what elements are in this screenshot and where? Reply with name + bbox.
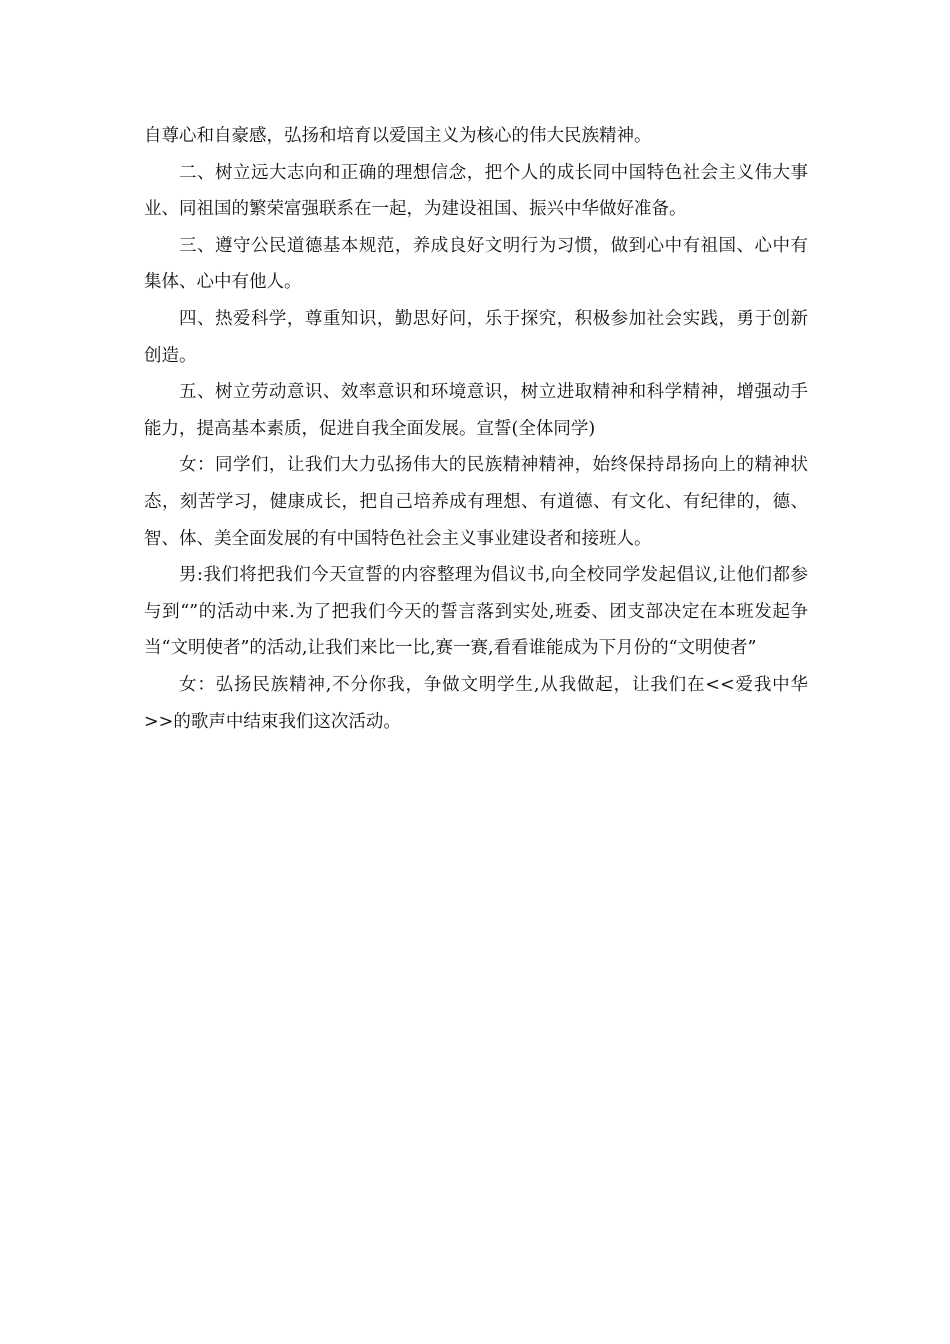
paragraph-item-5: 五、树立劳动意识、效率意识和环境意识，树立进取精神和科学精神，增强动手能力，提高基本素质，促进自我全面发展。宣誓(全体同学) [144, 382, 808, 439]
paragraph-continuation: 自尊心和自豪感，弘扬和培育以爱国主义为核心的伟大民族精神。 [144, 126, 652, 146]
paragraph-male-host: 男:我们将把我们今天宣誓的内容整理为倡议书,向全校同学发起倡议,让他们都参与到“”的活动中来.为了把我们今天的誓言落到实处,班委、团支部决定在本班发起争当“文明使者”的活动,让我们来比一比,赛一赛,看看谁能成为下月份的“文明使者” [144, 565, 808, 659]
paragraph-item-2: 二、树立远大志向和正确的理想信念，把个人的成长同中国特色社会主义伟大事业、同祖国的繁荣富强联系在一起，为建设祖国、振兴中华做好准备。 [144, 162, 808, 220]
paragraph-female-host-2: 女：弘扬民族精神,不分你我，争做文明学生,从我做起，让我们在<<爱我中华>>的歌声中结束我们这次活动。 [144, 674, 808, 732]
paragraph-female-host-1: 女：同学们，让我们大力弘扬伟大的民族精神精神，始终保持昂扬向上的精神状态，刻苦学习，健康成长，把自己培养成有理想、有道德、有文化、有纪律的，德、智、体、美全面发展的有中国特色社会主义事业建设者和接班人。 [144, 455, 808, 549]
paragraph-item-4: 四、热爱科学，尊重知识，勤思好问，乐于探究，积极参加社会实践，勇于创新创造。 [144, 308, 808, 366]
document-body [144, 118, 808, 740]
paragraph-item-3: 三、遵守公民道德基本规范，养成良好文明行为习惯，做到心中有祖国、心中有集体、心中有他人。 [144, 235, 808, 293]
